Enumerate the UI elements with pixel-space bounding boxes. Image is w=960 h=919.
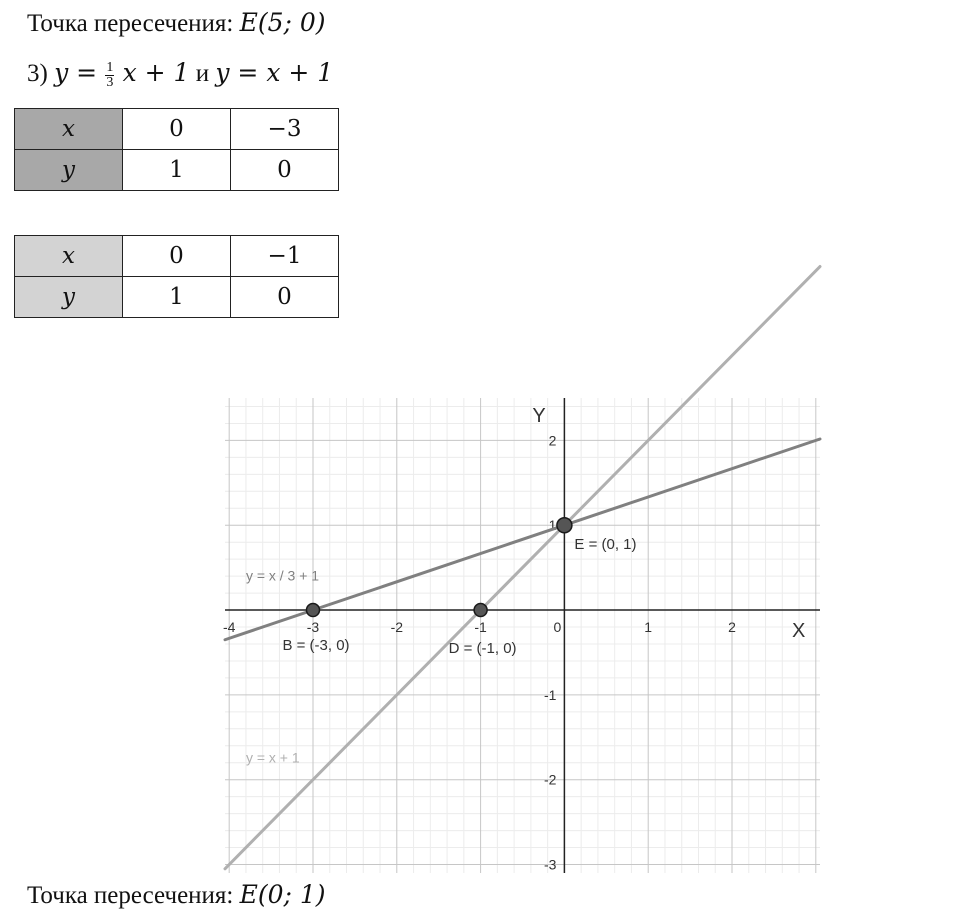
table-row-x [15, 109, 339, 150]
task-number: 3) [27, 60, 48, 87]
table-cell-x-label: x [15, 109, 123, 150]
bottom-intersection-value: E(0; 1) [239, 880, 326, 909]
table-cell: 0 [123, 109, 231, 150]
x-tick-label: -4 [222, 619, 236, 636]
eq2: y = x + 1 [215, 58, 334, 87]
eq1-frac-num: 1 [106, 59, 114, 75]
x-tick-label: -3 [306, 619, 320, 636]
table-row-y [15, 150, 339, 191]
table-cell-x-label: x [15, 236, 123, 277]
eq1-rhs: x + 1 [122, 58, 190, 87]
table-cell: 1 [123, 277, 231, 318]
point-label: D = (-1, 0) [448, 640, 517, 658]
x-axis-label: X [792, 620, 806, 643]
point-label: B = (-3, 0) [282, 637, 350, 655]
y-tick-label: -1 [543, 686, 557, 703]
table-cell: 0 [231, 150, 339, 191]
bottom-intersection-label: Точка пересечения: [27, 882, 234, 909]
x-tick-label: -1 [474, 619, 487, 636]
function-graph [222, 398, 820, 873]
y-tick-label: -3 [543, 856, 557, 873]
series-label: y = x + 1 [245, 749, 300, 766]
table-row-x [15, 236, 339, 277]
point-marker [474, 604, 487, 617]
table-cell: −3 [231, 109, 339, 150]
y-tick-label: 2 [548, 432, 557, 449]
table-row-y [15, 277, 339, 318]
top-intersection-line [27, 8, 326, 38]
table-cell: 0 [123, 236, 231, 277]
point-marker [557, 518, 572, 533]
y-tick-label: 1 [548, 517, 557, 534]
eq1-lhs: y = [54, 58, 98, 87]
x-tick-label: 1 [644, 619, 653, 636]
values-table-2 [14, 235, 339, 318]
table-cell: −1 [231, 236, 339, 277]
conjunction: и [195, 60, 210, 87]
series-labels [246, 567, 319, 765]
top-intersection-value: E(5; 0) [239, 8, 326, 37]
y-axis-label: Y [532, 405, 546, 427]
y-tick-label: -2 [543, 771, 557, 788]
series-label: y = x / 3 + 1 [245, 567, 320, 584]
x-tick-label: -2 [390, 619, 404, 636]
task-heading [27, 58, 333, 90]
top-intersection-label: Точка пересечения: [27, 10, 234, 37]
bottom-intersection-line [27, 880, 326, 910]
eq1-fraction [105, 61, 114, 90]
values-table-1 [14, 108, 339, 191]
table-cell-y-label: y [15, 277, 123, 318]
point-label: E = (0, 1) [574, 536, 637, 554]
eq1-frac-den: 3 [106, 74, 114, 90]
table-cell: 1 [123, 150, 231, 191]
x-tick-label: 2 [728, 619, 736, 636]
table-cell-y-label: y [15, 150, 123, 191]
points [282, 518, 636, 657]
x-tick-label: 0 [553, 619, 562, 636]
point-marker [306, 604, 319, 617]
table-cell: 0 [231, 277, 339, 318]
